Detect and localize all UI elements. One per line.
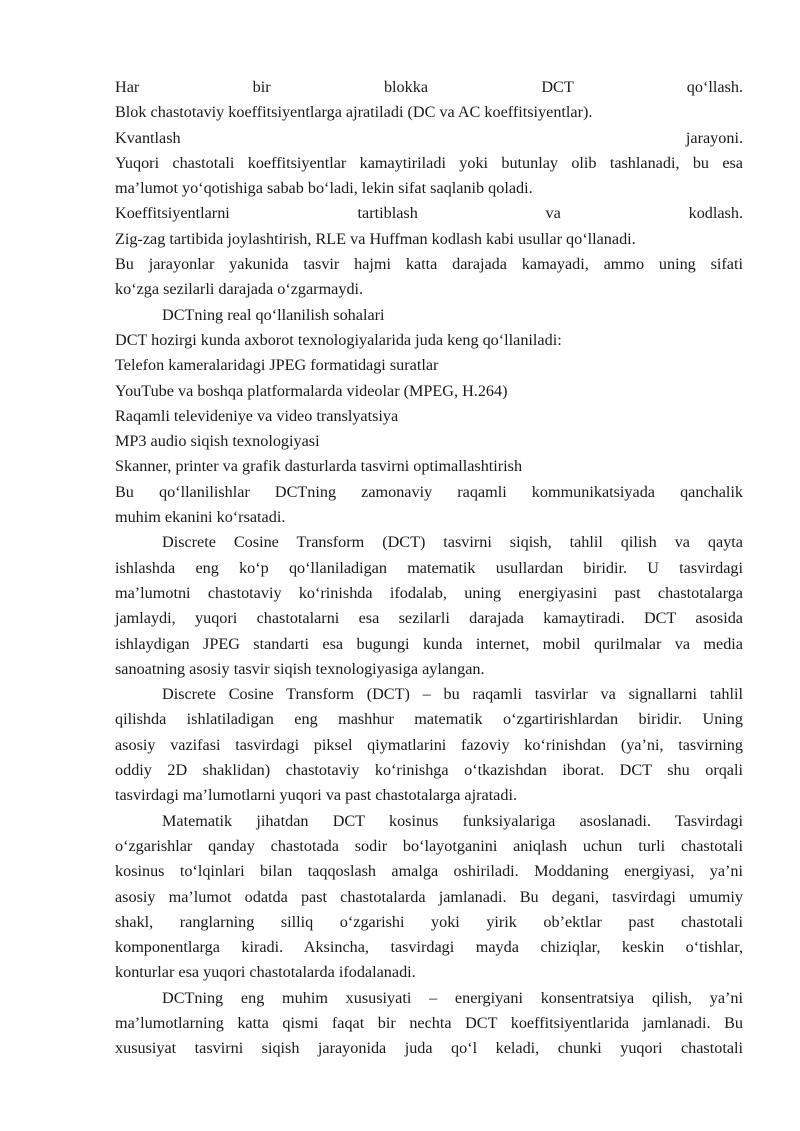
- text-line: muhim ekanini ko‘rsatadi.: [115, 508, 286, 527]
- text-line: ko‘zga sezilarli darajada o‘zgarmaydi.: [115, 280, 364, 299]
- text-line: Raqamli televideniye va video translyatsiya: [115, 406, 399, 425]
- text-line: Bu qo‘llanilishlar DCTning zamonaviy raqamli kommunikatsiyada qanchalik: [115, 482, 743, 501]
- text-line: komponentlarga kiradi. Aksincha, tasvirdagi mayda chiziqlar, keskin o‘tishlar,: [115, 938, 743, 957]
- paragraph-first-line: DCTning eng muhim xususiyati – energiyani konsentratsiya qilish, ya’ni: [162, 988, 743, 1007]
- paragraph-first-line: Discrete Cosine Transform (DCT) tasvirni siqish, tahlil qilish va qayta: [162, 533, 743, 552]
- text-line: DCT hozirgi kunda axborot texnologiyalarida juda keng qo‘llaniladi:: [115, 330, 562, 349]
- text-line: Blok chastotaviy koeffitsiyentlarga ajratiladi (DC va AC koeffitsiyentlar).: [115, 103, 593, 122]
- text-line: YouTube va boshqa platformalarda videolar (MPEG, H.264): [115, 381, 508, 400]
- text-line: Telefon kameralaridagi JPEG formatidagi suratlar: [115, 356, 439, 375]
- text-line: asosiy ma’lumot odatda past chastotalarda jamlanadi. Bu degani, tasvirdagi umumiy: [115, 887, 743, 906]
- text-line: MP3 audio siqish texnologiyasi: [115, 432, 320, 451]
- paragraph-first-line: Matematik jihatdan DCT kosinus funksiyalariga asoslanadi. Tasvirdagi: [162, 811, 743, 830]
- text-line: kosinus to‘lqinlari bilan taqqoslash amalga oshiriladi. Moddaning energiyasi, ya’ni: [115, 862, 743, 881]
- paragraph-first-line: DCTning real qo‘llanilish sohalari: [162, 305, 385, 324]
- text-line: konturlar esa yuqori chastotalarda ifodalanadi.: [115, 963, 416, 982]
- text-line: ishlaydigan JPEG standarti esa bugungi kunda internet, mobil qurilmalar va media: [115, 634, 743, 653]
- text-line: Skanner, printer va grafik dasturlarda tasvirni optimallashtirish: [115, 457, 523, 476]
- text-line: tasvirdagi ma’lumotlarni yuqori va past chastotalarga ajratadi.: [115, 786, 518, 805]
- text-line: sanoatning asosiy tasvir siqish texnologiyasiga aylangan.: [115, 659, 485, 678]
- text-line: ma’lumotni chastotaviy ko‘rinishda ifodalab, uning energiyasini past chastotalarga: [115, 583, 743, 602]
- text-line: Kvantlash jarayoni.: [115, 128, 743, 147]
- text-line: oddiy 2D shaklidan) chastotaviy ko‘rinishga o‘tkazishdan iborat. DCT shu orqali: [115, 761, 743, 780]
- text-line: asosiy vazifasi tasvirdagi piksel qiymatlarini fazoviy ko‘rinishdan (ya’ni, tasvirning: [115, 735, 743, 754]
- text-line: o‘zgarishlar qanday chastotada sodir bo‘layotganini aniqlash uchun turli chastotali: [115, 836, 743, 855]
- document-body: [115, 75, 743, 1062]
- paragraph-first-line: Discrete Cosine Transform (DCT) – bu raqamli tasvirlar va signallarni tahlil: [162, 685, 743, 704]
- text-line: ma’lumot yo‘qotishiga sabab bo‘ladi, lekin sifat saqlanib qoladi.: [115, 179, 533, 198]
- text-line: Yuqori chastotali koeffitsiyentlar kamaytiriladi yoki butunlay olib tashlanadi, bu esa: [115, 153, 743, 172]
- text-line: xususiyat tasvirni siqish jarayonida juda qo‘l keladi, chunki yuqori chastotali: [115, 1039, 743, 1058]
- text-line: Zig-zag tartibida joylashtirish, RLE va Huffman kodlash kabi usullar qo‘llanadi.: [115, 229, 636, 248]
- text-line: ma’lumotlarning katta qismi faqat bir nechta DCT koeffitsiyentlarida jamlanadi. Bu: [115, 1013, 743, 1032]
- text-line: jamlaydi, yuqori chastotalarni esa sezilarli darajada kamaytiradi. DCT asosida: [115, 609, 743, 628]
- text-line: shakl, ranglarning silliq o‘zgarishi yoki yirik ob’ektlar past chastotali: [115, 912, 743, 931]
- text-line: qilishda ishlatiladigan eng mashhur matematik o‘zgartirishlardan biridir. Uning: [115, 710, 743, 729]
- text-line: Koeffitsiyentlarni tartiblash va kodlash.: [115, 204, 743, 223]
- text-line: Bu jarayonlar yakunida tasvir hajmi katta darajada kamayadi, ammo uning sifati: [115, 255, 743, 274]
- text-line: Har bir blokka DCT qo‘llash.: [115, 78, 743, 96]
- text-line: ishlashda eng ko‘p qo‘llaniladigan matematik usullardan biridir. U tasvirdagi: [115, 558, 743, 577]
